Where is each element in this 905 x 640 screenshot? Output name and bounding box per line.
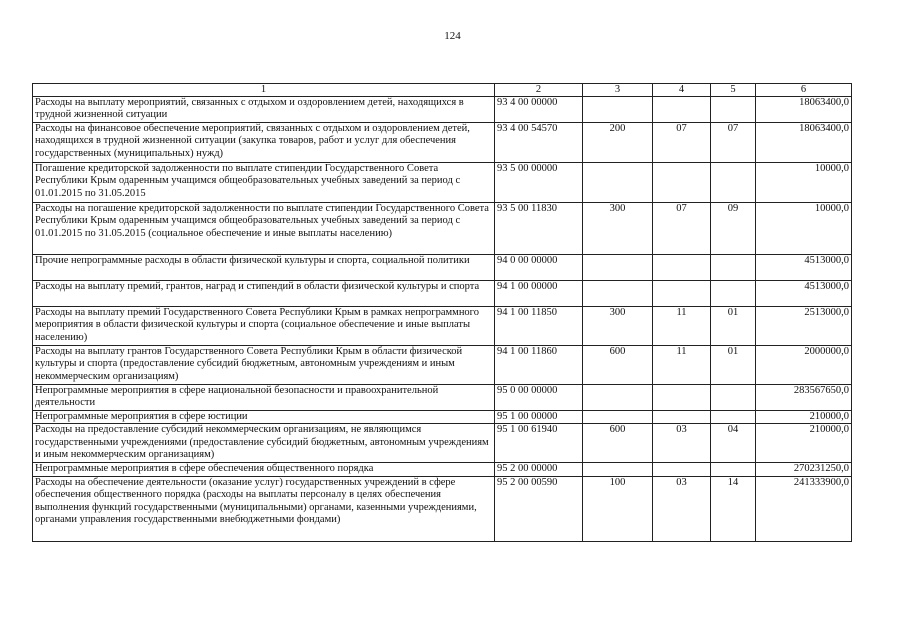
row-pr	[711, 163, 756, 203]
row-rz	[653, 385, 711, 411]
header-col-5: 5	[711, 84, 756, 97]
row-rz	[653, 281, 711, 307]
row-vr: 200	[583, 123, 653, 163]
table-row	[33, 411, 852, 424]
table-row	[33, 203, 852, 255]
table-row	[33, 163, 852, 203]
row-pr: 09	[711, 203, 756, 255]
row-name: Погашение кредиторской задолженности по выплате стипендии Государственного Совета Республики Крым одаренным учащимся общеобразовательных учебных заведений за период с 01.01.2015 по 31.05.2015	[33, 163, 495, 203]
row-amount: 10000,0	[756, 203, 852, 255]
row-vr	[583, 255, 653, 281]
row-code: 94 1 00 00000	[495, 281, 583, 307]
row-pr	[711, 281, 756, 307]
row-vr	[583, 163, 653, 203]
row-amount: 241333900,0	[756, 476, 852, 541]
row-amount: 283567650,0	[756, 385, 852, 411]
row-pr	[711, 463, 756, 476]
row-code: 94 1 00 11860	[495, 346, 583, 385]
table-row	[33, 281, 852, 307]
row-rz: 07	[653, 123, 711, 163]
table-row	[33, 255, 852, 281]
table-row	[33, 385, 852, 411]
row-pr: 07	[711, 123, 756, 163]
row-amount: 4513000,0	[756, 255, 852, 281]
header-col-1: 1	[33, 84, 495, 97]
row-rz: 07	[653, 203, 711, 255]
row-pr: 14	[711, 476, 756, 541]
row-amount: 10000,0	[756, 163, 852, 203]
row-code: 93 4 00 00000	[495, 97, 583, 123]
row-rz	[653, 97, 711, 123]
row-name: Непрограммные мероприятия в сфере обеспечения общественного порядка	[33, 463, 495, 476]
row-pr	[711, 385, 756, 411]
row-name: Расходы на выплату мероприятий, связанных с отдыхом и оздоровлением детей, находящихся в трудной жизненной ситуации	[33, 97, 495, 123]
table-row	[33, 123, 852, 163]
row-name: Непрограммные мероприятия в сфере юстиции	[33, 411, 495, 424]
budget-table	[32, 83, 852, 542]
row-rz	[653, 163, 711, 203]
header-row	[33, 84, 852, 97]
row-vr: 600	[583, 346, 653, 385]
row-vr: 300	[583, 307, 653, 346]
row-rz: 11	[653, 346, 711, 385]
row-amount: 18063400,0	[756, 97, 852, 123]
header-col-4: 4	[653, 84, 711, 97]
row-vr	[583, 463, 653, 476]
row-vr	[583, 97, 653, 123]
row-amount: 2513000,0	[756, 307, 852, 346]
row-code: 94 0 00 00000	[495, 255, 583, 281]
row-name: Расходы на выплату грантов Государственного Совета Республики Крым в области физической культуры и спорта (предоставление субсидий бюджетным, автономным учреждениям и иным некоммерческим организациям)	[33, 346, 495, 385]
header-col-2: 2	[495, 84, 583, 97]
row-pr	[711, 411, 756, 424]
table-row	[33, 463, 852, 476]
row-amount: 18063400,0	[756, 123, 852, 163]
header-col-3: 3	[583, 84, 653, 97]
row-code: 95 2 00 00590	[495, 476, 583, 541]
row-amount: 2000000,0	[756, 346, 852, 385]
row-name: Расходы на погашение кредиторской задолженности по выплате стипендии Государственного Совета Республики Крым одаренным учащимся общеобразовательных учебных заведений за период с 01.01.2015 по 31.05.2015 (социальное обеспечение и иные выплаты населению)	[33, 203, 495, 255]
row-name: Расходы на выплату премий Государственного Совета Республики Крым в рамках непрограммного мероприятия в области физической культуры и спорта (социальное обеспечение и иные выплаты населению)	[33, 307, 495, 346]
row-rz: 11	[653, 307, 711, 346]
row-vr: 100	[583, 476, 653, 541]
table-row	[33, 307, 852, 346]
table-row	[33, 346, 852, 385]
row-name: Прочие непрограммные расходы в области физической культуры и спорта, социальной политики	[33, 255, 495, 281]
row-name: Расходы на выплату премий, грантов, наград и стипендий в области физической культуры и спорта	[33, 281, 495, 307]
row-name: Расходы на предоставление субсидий некоммерческим организациям, не являющимся государственными учреждениями (предоставление субсидий бюджетным, автономным учреждениям и иным некоммерческим организациям)	[33, 424, 495, 463]
row-code: 94 1 00 11850	[495, 307, 583, 346]
row-amount: 210000,0	[756, 424, 852, 463]
row-code: 95 0 00 00000	[495, 385, 583, 411]
table-row	[33, 97, 852, 123]
row-code: 93 4 00 54570	[495, 123, 583, 163]
row-vr	[583, 385, 653, 411]
row-vr: 600	[583, 424, 653, 463]
row-amount: 4513000,0	[756, 281, 852, 307]
row-vr: 300	[583, 203, 653, 255]
table-row	[33, 476, 852, 541]
row-vr	[583, 281, 653, 307]
header-col-6: 6	[756, 84, 852, 97]
row-pr: 01	[711, 307, 756, 346]
row-pr	[711, 255, 756, 281]
page-number: 124	[444, 30, 461, 42]
row-code: 95 1 00 61940	[495, 424, 583, 463]
row-pr	[711, 97, 756, 123]
row-amount: 210000,0	[756, 411, 852, 424]
row-name: Расходы на обеспечение деятельности (оказание услуг) государственных учреждений в сфере обеспечения общественного порядка (расходы на выплаты персоналу в целях обеспечения выполнения функций государственными (муниципальными) органами, казенными учреждениями, органами управления государственными внебюджетными фондами)	[33, 476, 495, 541]
row-rz: 03	[653, 424, 711, 463]
row-name: Непрограммные мероприятия в сфере национальной безопасности и правоохранительной деятельности	[33, 385, 495, 411]
row-pr: 04	[711, 424, 756, 463]
row-rz	[653, 463, 711, 476]
row-name: Расходы на финансовое обеспечение мероприятий, связанных с отдыхом и оздоровлением детей, находящихся в трудной жизненной ситуации (закупка товаров, работ и услуг для обеспечения государственных (муниципальных) нужд)	[33, 123, 495, 163]
row-code: 95 2 00 00000	[495, 463, 583, 476]
row-vr	[583, 411, 653, 424]
table-row	[33, 424, 852, 463]
row-rz	[653, 411, 711, 424]
row-code: 93 5 00 11830	[495, 203, 583, 255]
row-pr: 01	[711, 346, 756, 385]
row-code: 95 1 00 00000	[495, 411, 583, 424]
row-code: 93 5 00 00000	[495, 163, 583, 203]
row-rz	[653, 255, 711, 281]
row-rz: 03	[653, 476, 711, 541]
row-amount: 270231250,0	[756, 463, 852, 476]
